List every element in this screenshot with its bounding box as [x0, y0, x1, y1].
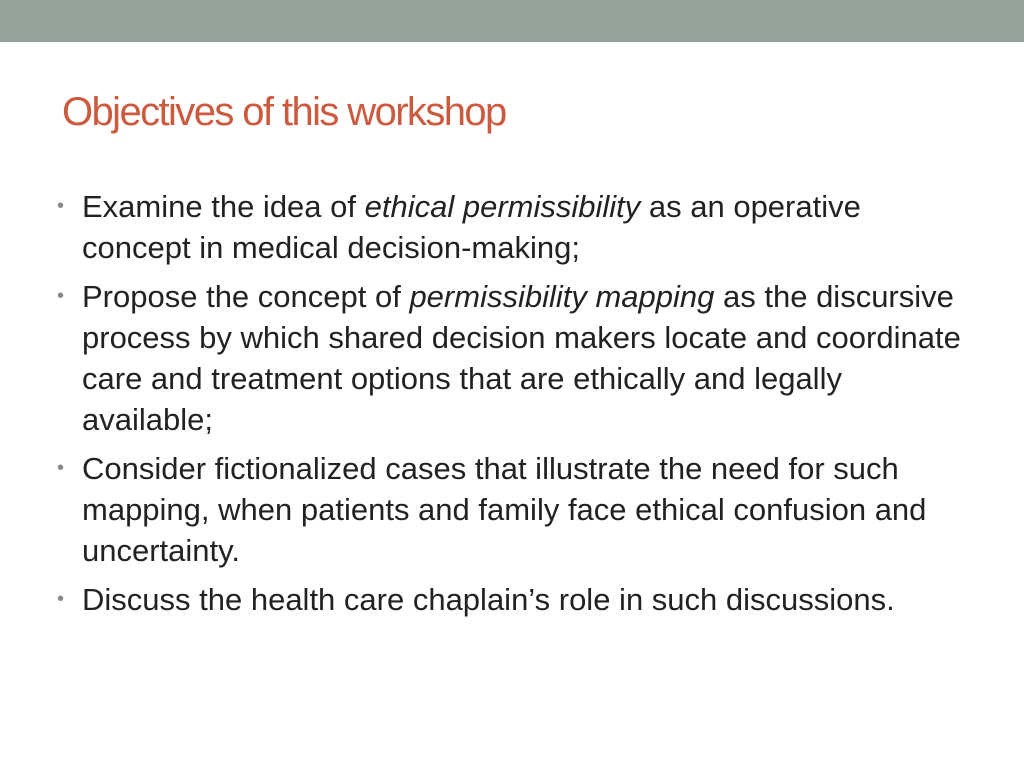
bullet-marker: •: [57, 285, 65, 307]
bullet-marker: •: [57, 457, 65, 479]
bullet-list: [57, 186, 967, 628]
bullet-emphasis: permissibility mapping: [409, 279, 715, 314]
bullet-text-continued: as the discursive process by which shared decision makers locate and coordinate care and treatment options that are ethically and legally available;: [82, 279, 961, 437]
bullet-item: [57, 579, 967, 620]
bullet-text: Consider fictionalized cases that illustrate the need for such mapping, when patients and family face ethical confusion and uncertainty.: [82, 451, 927, 568]
bullet-text: Examine the idea of: [82, 189, 365, 224]
bullet-item: [57, 276, 967, 440]
header-band: [0, 0, 1024, 42]
bullet-marker: •: [57, 588, 65, 610]
bullet-text: Propose the concept of: [82, 279, 410, 314]
bullet-item: [57, 186, 967, 268]
bullet-text-continued: as an operative concept in medical decision-making;: [82, 189, 861, 265]
bullet-item: [57, 448, 967, 571]
slide-title: Objectives of this workshop: [62, 90, 506, 134]
bullet-emphasis: ethical permissibility: [364, 189, 641, 224]
bullet-marker: •: [57, 195, 65, 217]
bullet-text: Discuss the health care chaplain’s role in such discussions.: [82, 582, 895, 617]
